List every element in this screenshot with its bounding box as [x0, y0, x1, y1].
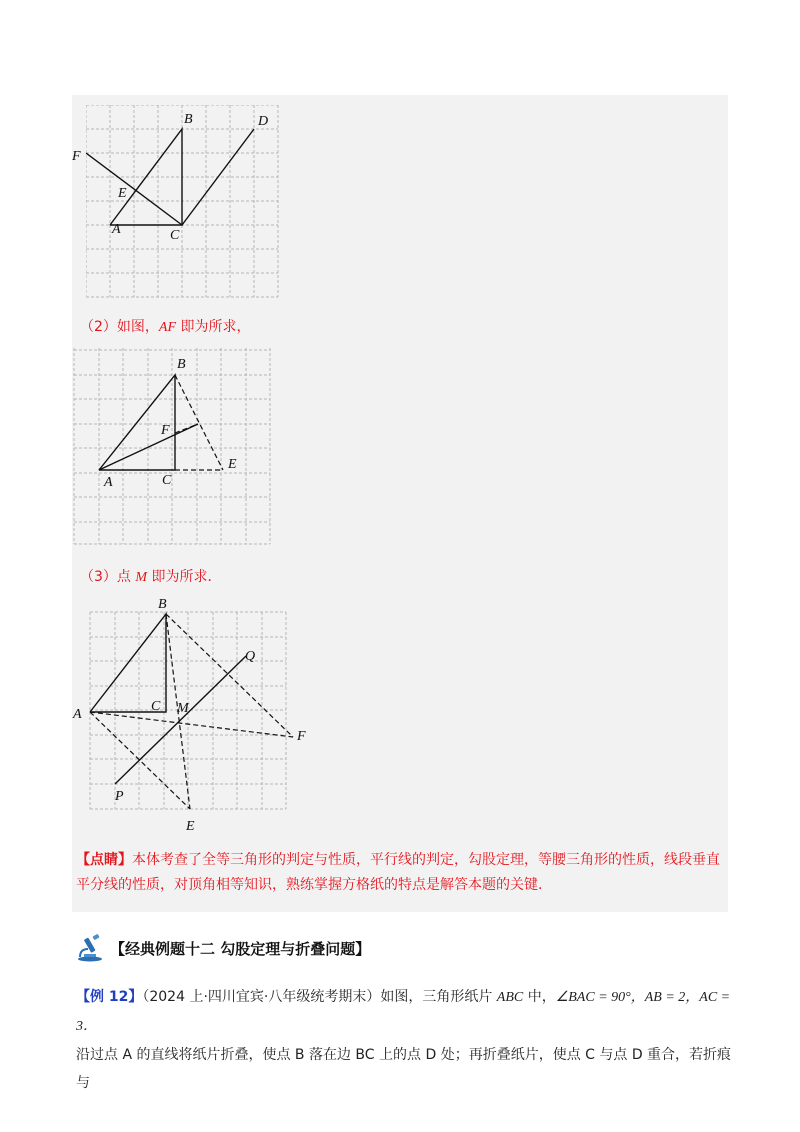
fig3-label-Q: Q — [245, 649, 256, 664]
fig1-label-F: F — [72, 149, 81, 164]
fig1-label-D: D — [258, 114, 269, 129]
example-line-2: 沿过点 A 的直线将纸片折叠，使点 B 落在边 BC 上的点 D 处；再折叠纸片，使点 C 与点 D 重合，若折痕与 — [76, 1047, 732, 1091]
part-3-prefix: （3）点 — [80, 569, 136, 585]
microscope-icon — [76, 934, 106, 962]
example-source: （2024 上·四川宜宾·八年级统考期末）如图，三角形纸片 — [142, 989, 497, 1005]
key-point-text: 本体考查了全等三角形的判定与性质，平行线的判定，勾股定理，等腰三角形的性质，线段垂直平分线的性质，对顶角相等知识，熟练掌握方格纸的特点是解答本题的关键. — [76, 852, 720, 893]
fig1-label-A: A — [112, 222, 121, 237]
key-point-note — [76, 848, 726, 898]
example-triangle: ABC — [496, 990, 524, 1005]
example-line-1 — [76, 983, 736, 1041]
part-2-answer — [80, 316, 250, 336]
part-2-suffix: 即为所求， — [176, 319, 251, 335]
figure-1-grid-diagram — [86, 105, 286, 300]
fig3-label-A: A — [73, 707, 82, 722]
part-3-suffix: 即为所求． — [147, 569, 222, 585]
fig2-label-F: F — [161, 423, 170, 438]
key-point-tag: 【点睛】 — [76, 852, 132, 868]
example-12 — [76, 983, 736, 1097]
figure-2-grid-diagram — [72, 348, 277, 548]
fig2-label-C: C — [162, 473, 172, 488]
fig1-label-E: E — [118, 186, 127, 201]
fig3-label-B: B — [158, 597, 167, 612]
part-3-point: M — [135, 570, 148, 585]
part-2-segment: AF — [158, 320, 177, 335]
fig2-label-B: B — [177, 357, 186, 372]
example-mid: 中， — [523, 989, 556, 1005]
fig3-label-M: M — [177, 701, 189, 716]
part-3-answer — [80, 566, 221, 586]
example-tag: 【例 12】 — [76, 989, 143, 1005]
section-heading — [76, 934, 370, 962]
example-condition: ∠BAC = 90°，AB = 2，AC = 3． — [76, 990, 731, 1034]
section-title: 【经典例题十二 勾股定理与折叠问题】 — [110, 939, 371, 958]
fig1-label-B: B — [184, 112, 193, 127]
fig2-label-A: A — [104, 475, 113, 490]
fig2-label-E: E — [228, 457, 237, 472]
fig3-label-P: P — [115, 789, 124, 804]
figure-1-label-f — [70, 146, 86, 166]
fig1-label-C: C — [170, 228, 180, 243]
fig3-label-E: E — [186, 819, 195, 834]
part-2-prefix: （2）如图， — [80, 319, 159, 335]
fig3-label-F: F — [297, 729, 306, 744]
figure-3-grid-diagram — [68, 594, 328, 839]
fig3-label-C: C — [151, 699, 161, 714]
